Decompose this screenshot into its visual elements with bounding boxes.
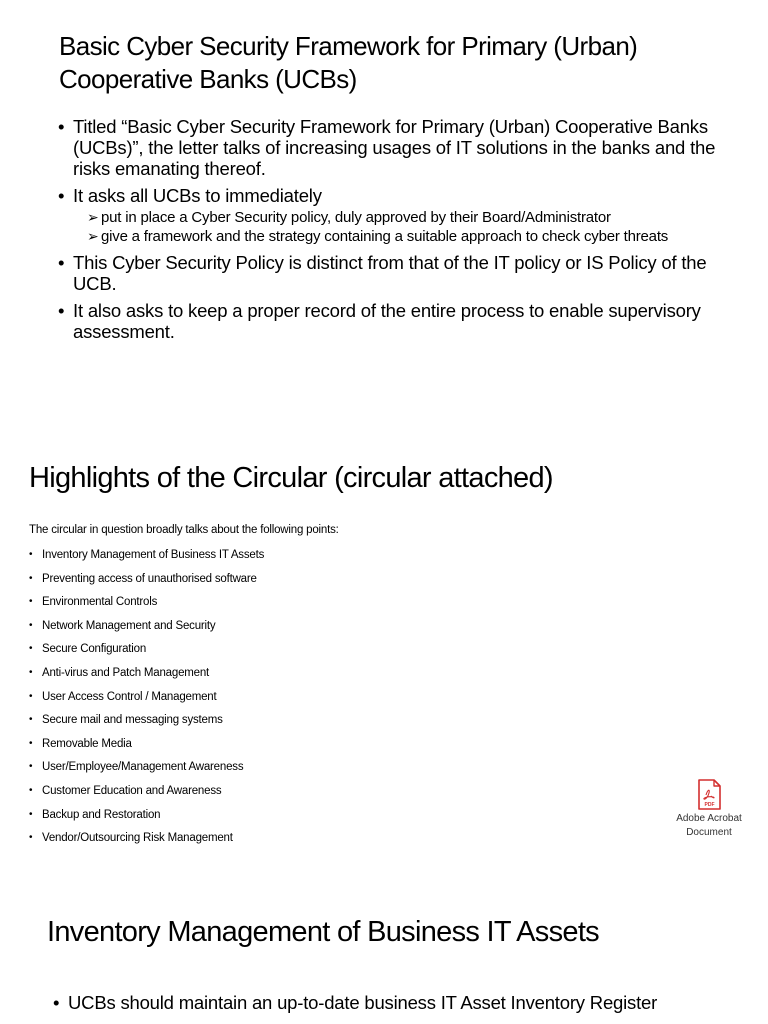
list-item: [53, 992, 743, 1014]
bullet-icon: •: [29, 784, 33, 796]
bullet-icon: •: [58, 185, 65, 206]
sub-bullet-list: [73, 208, 748, 246]
point-text: Customer Education and Awareness: [42, 784, 222, 797]
sub-bullet-text: give a framework and the strategy containing a suitable approach to check cyber threats: [101, 228, 669, 245]
list-item: [87, 227, 748, 246]
arrow-bullet-icon: ➢: [87, 228, 99, 244]
list-item: [29, 639, 264, 663]
point-text: Inventory Management of Business IT Assets: [42, 549, 265, 561]
point-text: User/Employee/Management Awareness: [42, 761, 244, 774]
list-item: [29, 805, 264, 829]
bullet-icon: •: [29, 690, 33, 702]
slide1-bullet-list: [58, 116, 748, 348]
slide3-title: Inventory Management of Business IT Assets: [47, 916, 599, 948]
list-item: [87, 208, 748, 227]
bullet-icon: •: [29, 714, 33, 726]
attachment-label-line1: Adobe Acrobat: [676, 813, 742, 824]
list-item: [58, 252, 748, 294]
list-item: [29, 828, 264, 852]
pdf-file-icon[interactable]: [696, 779, 722, 811]
list-item: [29, 687, 264, 711]
list-item: [29, 663, 264, 687]
bullet-icon: •: [58, 116, 65, 137]
list-item: [29, 757, 264, 781]
bullet-icon: •: [29, 572, 33, 584]
bullet-icon: •: [29, 832, 33, 844]
point-text: Network Management and Security: [42, 619, 216, 632]
bullet-icon: •: [29, 737, 33, 749]
arrow-bullet-icon: ➢: [87, 209, 99, 225]
bullet-icon: •: [53, 992, 60, 1013]
list-item: [58, 185, 748, 246]
slide2-intro: The circular in question broadly talks about the following points:: [29, 524, 339, 536]
attachment-label[interactable]: [664, 812, 754, 840]
list-item: [29, 710, 264, 734]
pdf-icon-text: PDF: [704, 802, 715, 808]
bullet-icon: •: [29, 808, 33, 820]
point-text: Secure mail and messaging systems: [42, 714, 223, 727]
list-item: [29, 545, 264, 569]
bullet-icon: •: [58, 300, 65, 321]
bullet-icon: •: [29, 596, 33, 608]
bullet-text: It also asks to keep a proper record of the entire process to enable supervisory assessment.: [73, 300, 701, 342]
list-item: [29, 569, 264, 593]
list-item: [58, 116, 748, 179]
bullet-icon: •: [29, 549, 33, 560]
point-text: Environmental Controls: [42, 596, 158, 609]
bullet-text: It asks all UCBs to immediately: [73, 185, 322, 206]
slide1-title: Basic Cyber Security Framework for Primary (Urban) Cooperative Banks (UCBs): [59, 31, 638, 94]
list-item: [58, 300, 748, 342]
bullet-icon: •: [29, 666, 33, 678]
list-item: [29, 592, 264, 616]
point-text: Backup and Restoration: [42, 808, 161, 821]
list-item: [29, 781, 264, 805]
circular-points-list: [29, 545, 264, 852]
point-text: Removable Media: [42, 737, 132, 750]
bullet-icon: •: [58, 252, 65, 273]
point-text: Secure Configuration: [42, 643, 147, 656]
point-text: Preventing access of unauthorised software: [42, 572, 257, 585]
bullet-icon: •: [29, 643, 33, 655]
slide2-title: Highlights of the Circular (circular attached): [29, 462, 553, 494]
list-item: [29, 616, 264, 640]
slide3-bullet-list: [53, 992, 743, 1014]
list-item: [29, 734, 264, 758]
pdf-attachment[interactable]: [664, 779, 754, 840]
bullet-text: UCBs should maintain an up-to-date business IT Asset Inventory Register: [68, 992, 658, 1013]
attachment-label-line2: Document: [686, 827, 732, 838]
point-text: Vendor/Outsourcing Risk Management: [42, 832, 233, 845]
point-text: Anti-virus and Patch Management: [42, 666, 210, 679]
bullet-text: Titled “Basic Cyber Security Framework for Primary (Urban) Cooperative Banks (UCBs)”, the letter talks of increasing usages of IT solutions in the banks and the risks emanating thereof.: [73, 116, 716, 179]
point-text: User Access Control / Management: [42, 690, 217, 703]
bullet-text: This Cyber Security Policy is distinct from that of the IT policy or IS Policy of the UCB.: [73, 252, 707, 294]
bullet-icon: •: [29, 761, 33, 773]
bullet-icon: •: [29, 619, 33, 631]
sub-bullet-text: put in place a Cyber Security policy, duly approved by their Board/Administrator: [101, 209, 611, 226]
